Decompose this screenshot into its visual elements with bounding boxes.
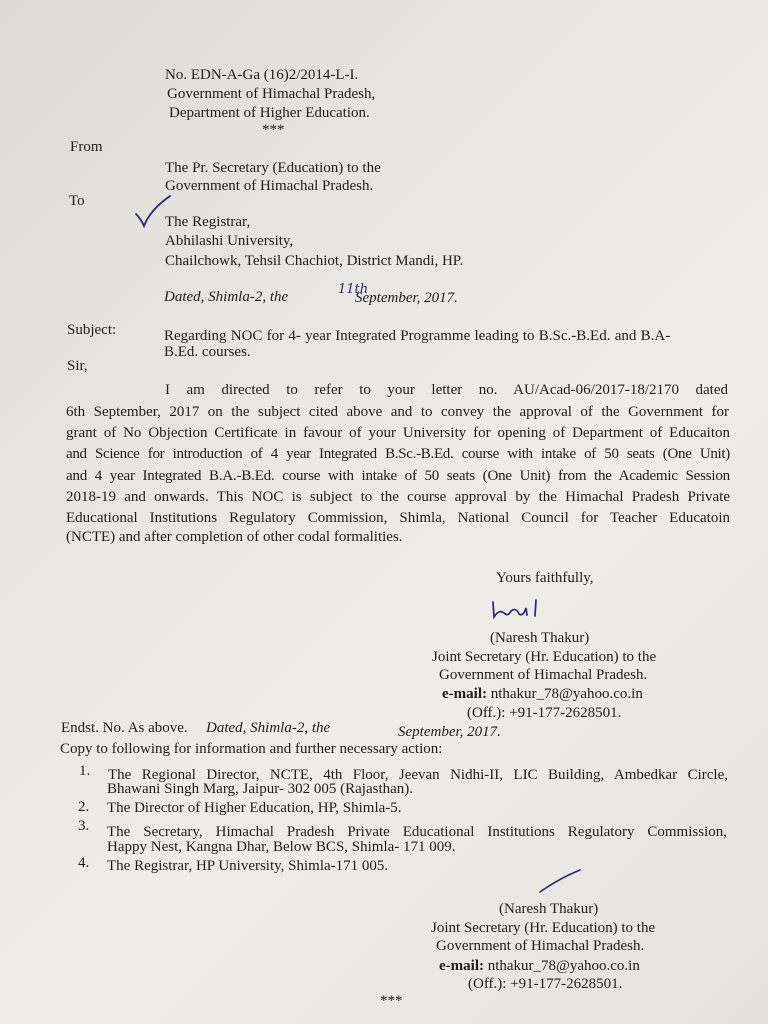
signatory-org: Government of Himachal Pradesh. [439,667,648,683]
copy-item-3-number: 3. [78,818,90,834]
signatory-phone: (Off.): +91-177-2628501. [467,705,622,721]
copy-item-1-number: 1. [79,763,91,779]
copy-item-3-line-1: The Secretary, Himachal Pradesh Private Educational Institutions Regulatory Commission, [107,824,727,840]
signatory-email [442,685,643,703]
copy-item-2-line-1: The Director of Higher Education, HP, Shimla-5. [107,800,402,816]
subject-label: Subject: [67,322,117,338]
to-label: To [69,193,85,209]
body-line-1: I am directed to refer to your letter no. AU/Acad-06/2017-18/2170 dated [165,382,728,398]
email-2-address: nthakur_78@yahoo.co.in [487,958,640,974]
subject-line-1: Regarding NOC for 4- year Integrated Programme leading to B.Sc.-B.Ed. and B.A- [164,328,671,344]
body-line-4: and Science for introduction of 4 year Integrated B.Sc.-B.Ed. course with intake of 50 seats (One Unit) [66,446,730,462]
body-line-7: Educational Institutions Regulatory Commission, Shimla, National Council for Teacher Educatoin [66,510,730,526]
dated-suffix: September, 2017. [355,290,458,306]
signatory-title: Joint Secretary (Hr. Education) to the [432,649,657,665]
footer-stars: *** [380,993,403,1009]
signature-tick [538,868,582,894]
to-line-3: Chailchowk, Tehsil Chachiot, District Mandi, HP. [165,253,464,269]
copy-item-2-number: 2. [78,799,90,815]
endst-month: September, 2017. [398,724,501,740]
email-label: e-mail: [442,686,487,702]
salutation: Sir, [67,358,88,374]
signature-scribble [490,596,550,622]
handwritten-day: 11th [338,282,369,297]
body-line-3: grant of No Objection Certificate in favour of your University for opening of Department of Educaiton [66,425,730,441]
header-stars: *** [262,122,285,138]
body-line-6: 2018-19 and onwards. This NOC is subject to the course approval by the Himachal Pradesh Private [66,489,730,505]
email-2-label: e-mail: [439,958,484,974]
from-line-1: The Pr. Secretary (Education) to the [165,160,381,176]
signatory-2-phone: (Off.): +91-177-2628501. [468,976,623,992]
dated-prefix: Dated, Shimla-2, the [164,289,289,305]
from-line-2: Government of Himachal Pradesh. [165,178,374,194]
closing: Yours faithfully, [496,570,594,586]
copy-item-1-line-2: Bhawani Singh Marg, Jaipur- 302 005 (Rajasthan). [107,781,414,797]
to-line-2: Abhilashi University, [165,233,294,249]
body-line-8: (NCTE) and after completion of other codal formalities. [66,529,403,545]
email-address: nthakur_78@yahoo.co.in [490,686,643,702]
subject-line-2: B.Ed. courses. [164,344,251,360]
copy-item-3-line-2: Happy Nest, Kangna Dhar, Below BCS, Shimla- 171 009. [107,839,456,855]
body-line-2: 6th September, 2017 on the subject cited above and to convey the approval of the Government for [66,404,729,420]
endst-dated: Dated, Shimla-2, the [206,720,331,736]
government-name: Government of Himachal Pradesh, [167,86,376,102]
from-label: From [70,139,103,155]
signatory-name: (Naresh Thakur) [490,630,590,646]
endst-prefix: Endst. No. As above. [61,720,188,736]
to-line-1: The Registrar, [165,214,251,230]
copy-item-4-line-1: The Registrar, HP University, Shimla-171 005. [107,858,389,874]
signatory-2-title: Joint Secretary (Hr. Education) to the [431,920,656,936]
department-name: Department of Higher Education. [169,105,370,121]
signatory-2-name: (Naresh Thakur) [499,901,599,917]
signatory-2-org: Government of Himachal Pradesh. [436,938,645,954]
signatory-2-email [439,957,640,975]
copy-item-4-number: 4. [78,855,90,871]
copy-to-line: Copy to following for information and further necessary action: [60,741,443,757]
reference-number: No. EDN-A-Ga (16)2/2014-L-I. [165,67,359,83]
copy-item-1-line-1: The Regional Director, NCTE, 4th Floor, Jeevan Nidhi-II, LIC Building, Ambedkar Circle, [108,767,728,783]
body-line-5: and 4 year Integrated B.A.-B.Ed. course with intake of 50 seats (One Unit) from the Academic Session [66,468,730,484]
